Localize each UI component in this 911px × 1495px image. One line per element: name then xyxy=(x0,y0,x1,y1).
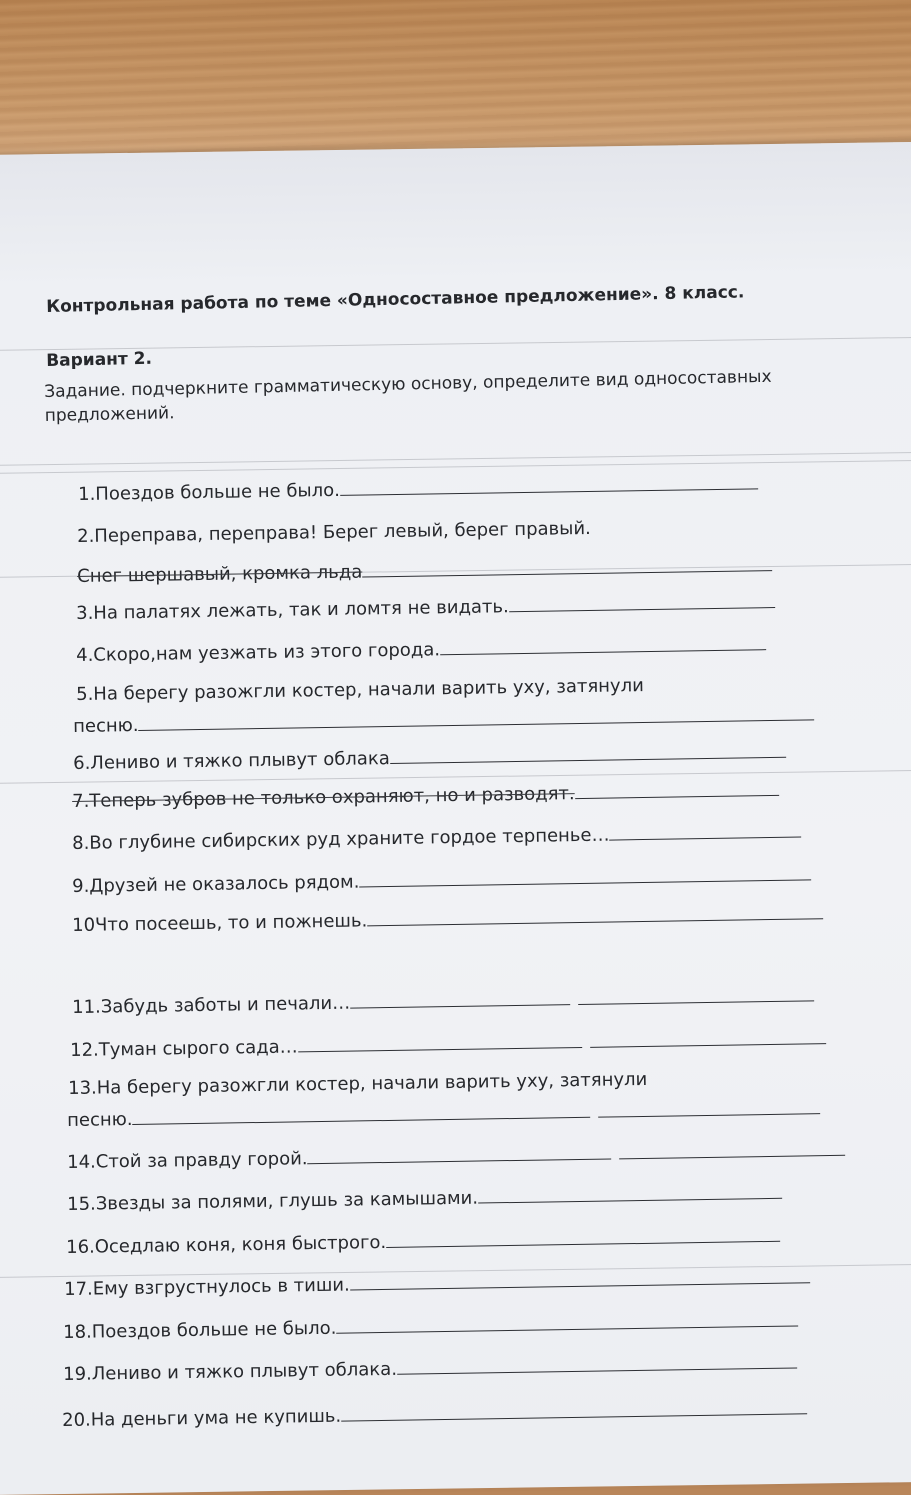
answer-line xyxy=(590,1042,826,1048)
exercise-item-11: 11.Забудь заботы и печали… xyxy=(72,985,814,1018)
answer-line xyxy=(575,794,779,799)
answer-line xyxy=(390,756,786,764)
exercise-item-5-continuation: песню. xyxy=(73,704,815,737)
exercise-item-14: 14.Стой за правду горой. xyxy=(67,1140,846,1173)
exercise-item-12: 12.Туман сырого сада… xyxy=(70,1028,826,1061)
exercise-item-5: 5.На берегу разожгли костер, начали варить уху, затянули xyxy=(76,675,644,705)
answer-line xyxy=(610,836,802,841)
exercise-item-7: 7.Теперь зубров не только охраняют, но и разводят. xyxy=(72,780,779,812)
exercise-item-3: 3.На палатях лежать, так и ломтя не видать. xyxy=(76,592,775,624)
answer-line xyxy=(362,569,772,577)
exercise-item-2-continuation: Снег шершавый, кромка льда xyxy=(77,555,772,587)
exercise-item-13: 13.На берегу разожгли костер, начали варить уху, затянули xyxy=(68,1068,648,1099)
answer-line xyxy=(509,606,775,612)
exercise-item-6: 6.Лениво и тяжко плывут облака xyxy=(73,742,786,774)
answer-line xyxy=(308,1157,612,1164)
exercise-item-13-continuation: песню. xyxy=(67,1098,821,1131)
answer-line xyxy=(133,1116,591,1125)
answer-line xyxy=(336,1324,798,1333)
answer-line xyxy=(139,718,815,731)
exercise-item-15: 15.Звезды за полями, глушь за камышами. xyxy=(67,1183,782,1215)
worksheet-heading: Контрольная работа по теме «Односоставное предложение». 8 класс. xyxy=(46,282,745,317)
exercise-item-20: 20.На деньги ума не купишь. xyxy=(62,1398,807,1431)
exercise-item-8: 8.Во глубине сибирских руд храните гордое терпенье… xyxy=(72,822,802,854)
variant-label: Вариант 2. xyxy=(46,348,153,371)
answer-line xyxy=(386,1240,780,1248)
answer-line xyxy=(340,487,758,496)
exercise-item-9: 9.Друзей не оказалось рядом. xyxy=(72,864,811,897)
answer-line xyxy=(440,648,766,655)
exercise-item-17: 17.Ему взгрустнулось в тиши. xyxy=(64,1267,810,1300)
answer-line xyxy=(397,1366,797,1374)
exercise-item-2: 2.Переправа, переправа! Берег левый, берег правый. xyxy=(77,517,591,547)
exercise-item-16: 16.Оседлаю коня, коня быстрого. xyxy=(66,1226,780,1258)
answer-line xyxy=(367,917,823,926)
answer-line xyxy=(478,1197,782,1204)
answer-line xyxy=(341,1412,807,1421)
answer-line xyxy=(350,1281,810,1290)
task-instructions: Задание. подчеркните грамматическую основу, определите вид односоставных предложений. xyxy=(44,366,772,426)
exercise-item-1: 1.Поездов больше не было. xyxy=(78,473,758,505)
answer-line xyxy=(298,1046,582,1052)
exercise-item-18: 18.Поездов больше не было. xyxy=(63,1310,798,1343)
exercise-item-4: 4.Скоро,нам уезжать из этого города. xyxy=(76,634,766,666)
answer-line xyxy=(620,1154,846,1160)
answer-line xyxy=(599,1112,821,1117)
exercise-item-10: 10Что посеешь, то и пожнешь. xyxy=(72,903,823,936)
answer-line xyxy=(359,878,811,887)
answer-line xyxy=(350,1003,570,1008)
answer-line xyxy=(578,999,814,1005)
exercise-item-19: 19.Лениво и тяжко плывут облака. xyxy=(63,1352,797,1385)
